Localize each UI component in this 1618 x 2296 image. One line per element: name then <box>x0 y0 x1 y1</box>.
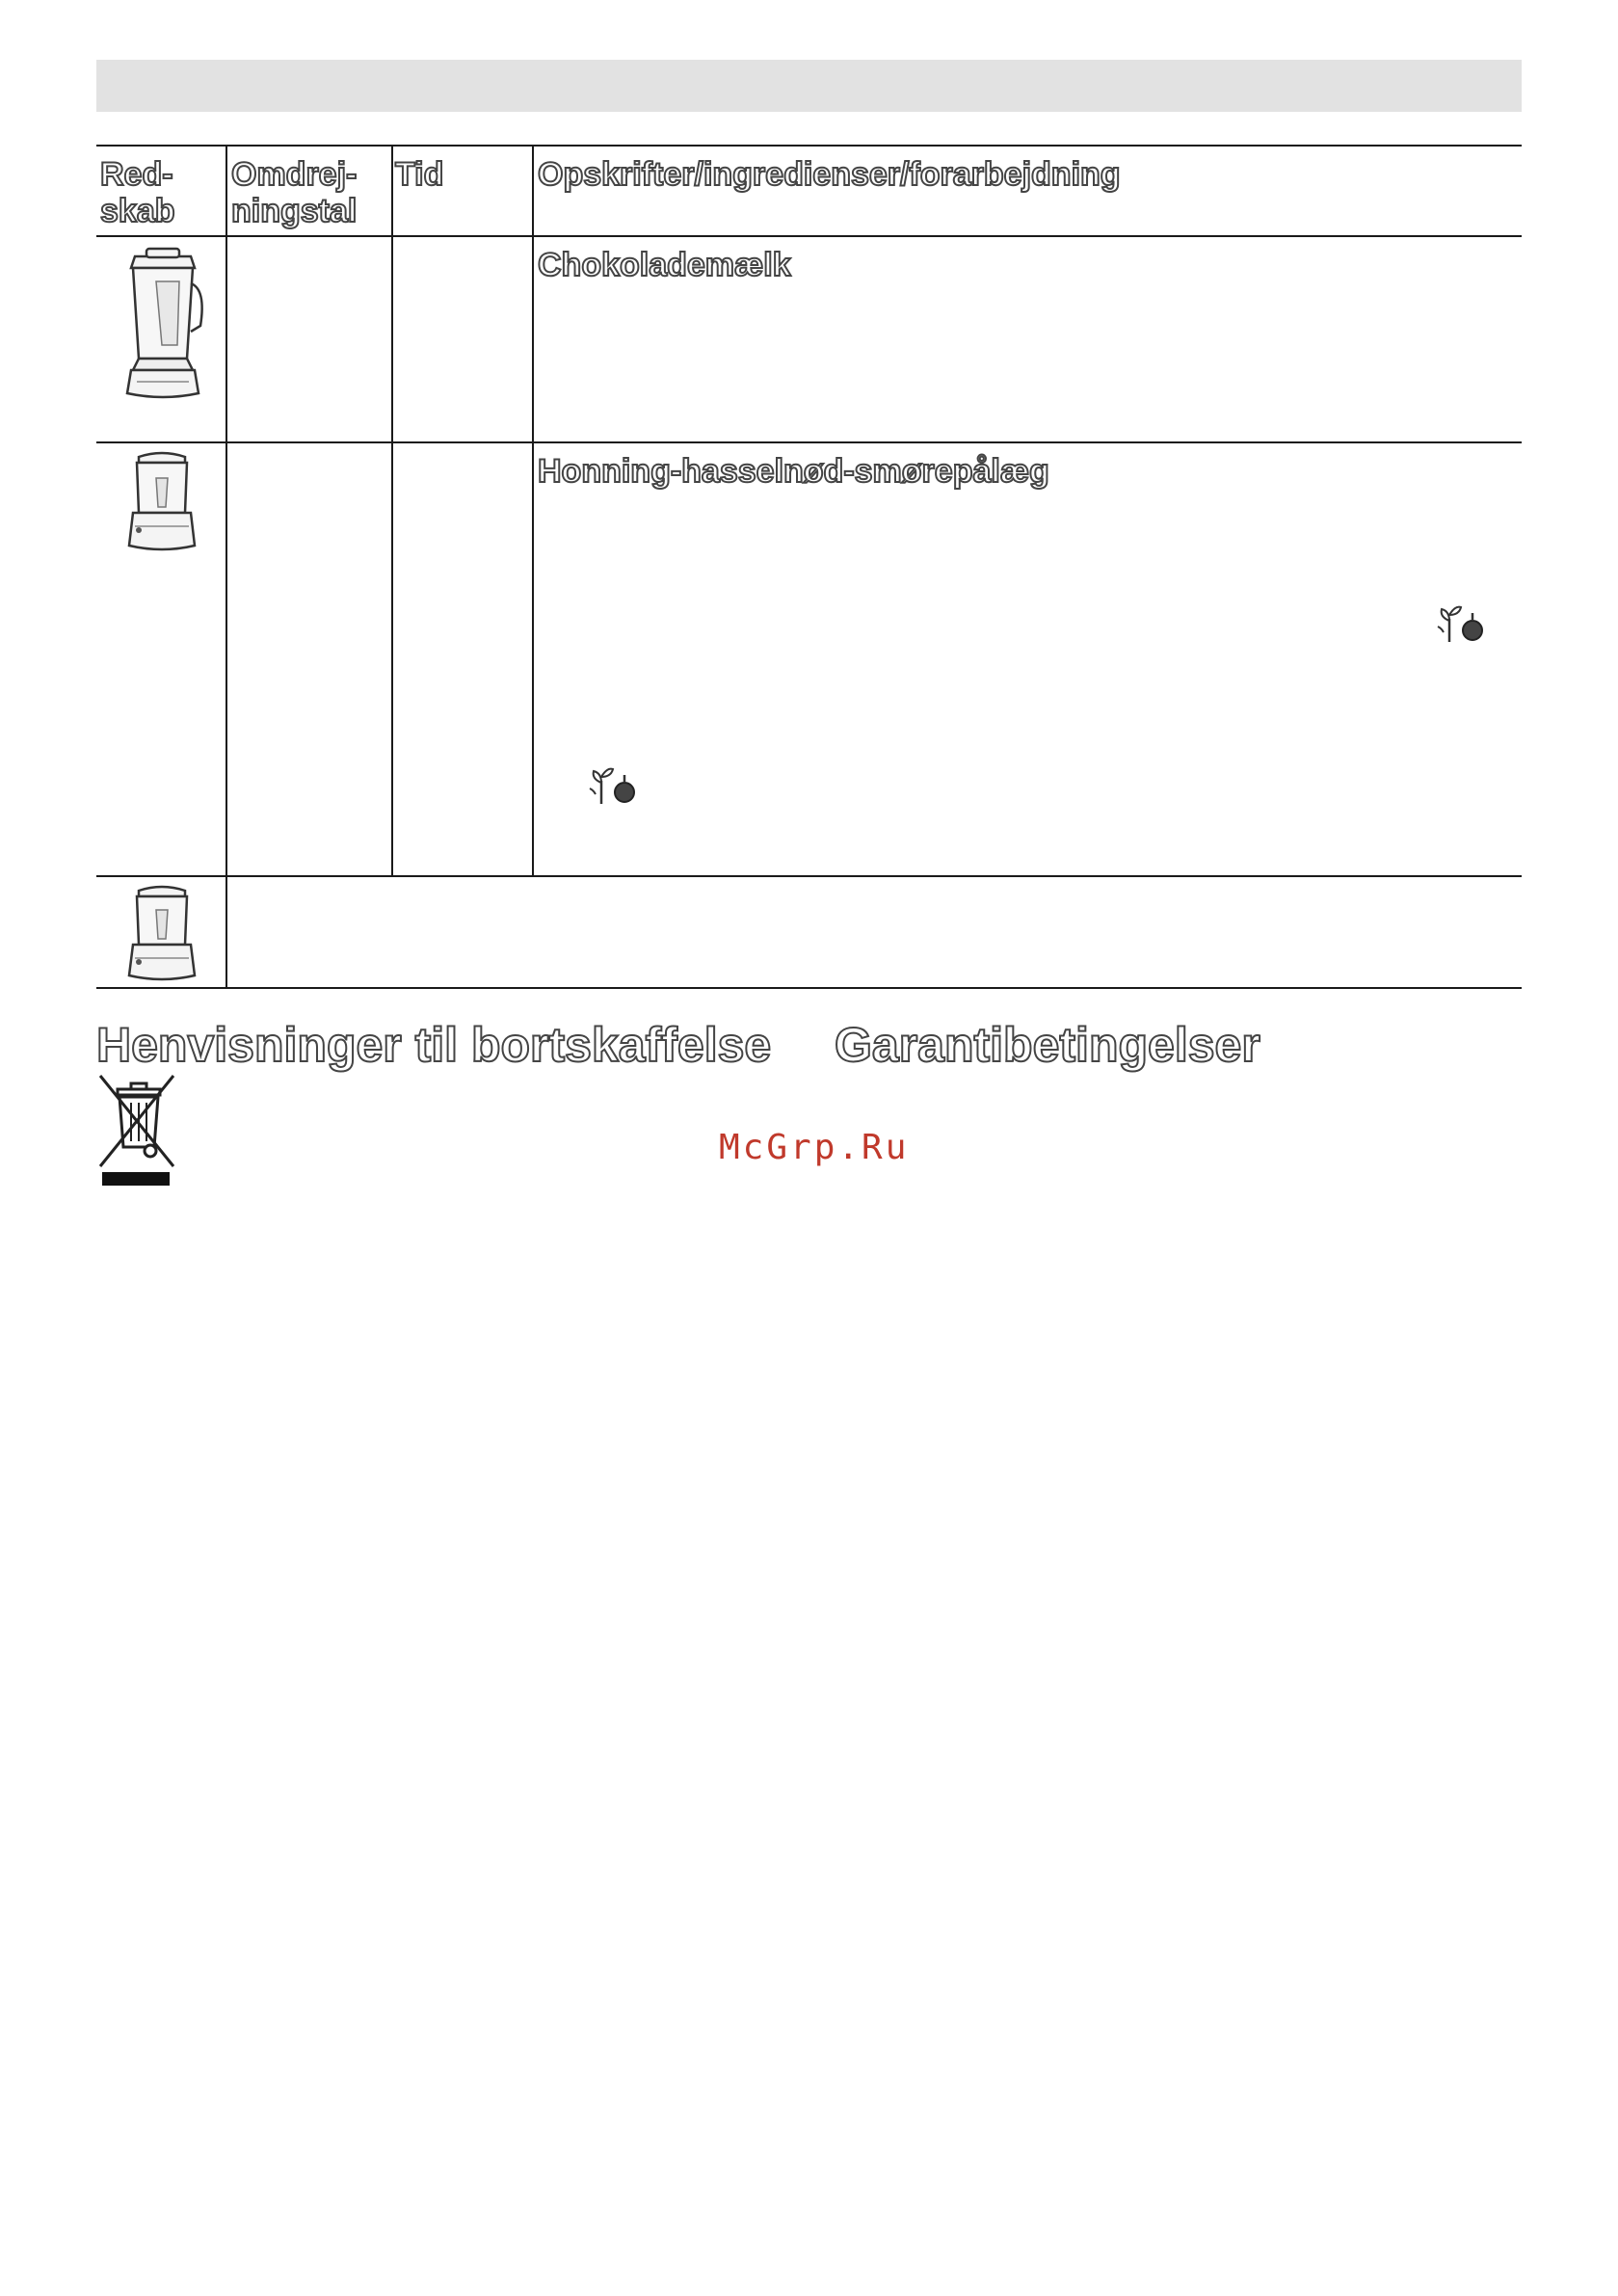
herb-onion-icon <box>1436 600 1490 644</box>
table-rule-bottom <box>96 987 1522 989</box>
table-rule-header <box>96 235 1522 237</box>
header-appliance: Red- skab <box>100 156 175 229</box>
crossed-bin-icon <box>96 1074 177 1186</box>
table-col-divider-1 <box>225 145 227 989</box>
disposal-heading: Henvisninger til bortskaffelse <box>96 1018 772 1072</box>
blender-jug-icon <box>118 245 208 403</box>
herb-onion-icon <box>588 761 642 806</box>
recipe-table <box>96 145 1522 989</box>
mini-chopper-icon <box>121 883 202 985</box>
header-speed: Omdrej- ningstal <box>231 156 358 229</box>
table-rule-row1 <box>96 441 1522 443</box>
recipe-title-chocolate-milk: Chokolademælk <box>538 247 791 283</box>
warranty-heading: Garantibetingelser <box>835 1018 1260 1072</box>
watermark-text: McGrp.Ru <box>719 1128 910 1167</box>
table-col-divider-2 <box>391 145 393 877</box>
header-time: Tid <box>395 156 444 193</box>
page-header-bar <box>96 60 1522 112</box>
table-rule-top <box>96 145 1522 147</box>
mini-chopper-icon <box>121 449 202 557</box>
header-recipe: Opskrifter/ingredienser/forarbejdning <box>538 156 1121 193</box>
table-col-divider-3 <box>532 145 534 877</box>
recipe-title-honey-hazelnut: Honning-hasselnød-smørepålæg <box>538 453 1049 490</box>
table-rule-row2 <box>96 875 1522 877</box>
